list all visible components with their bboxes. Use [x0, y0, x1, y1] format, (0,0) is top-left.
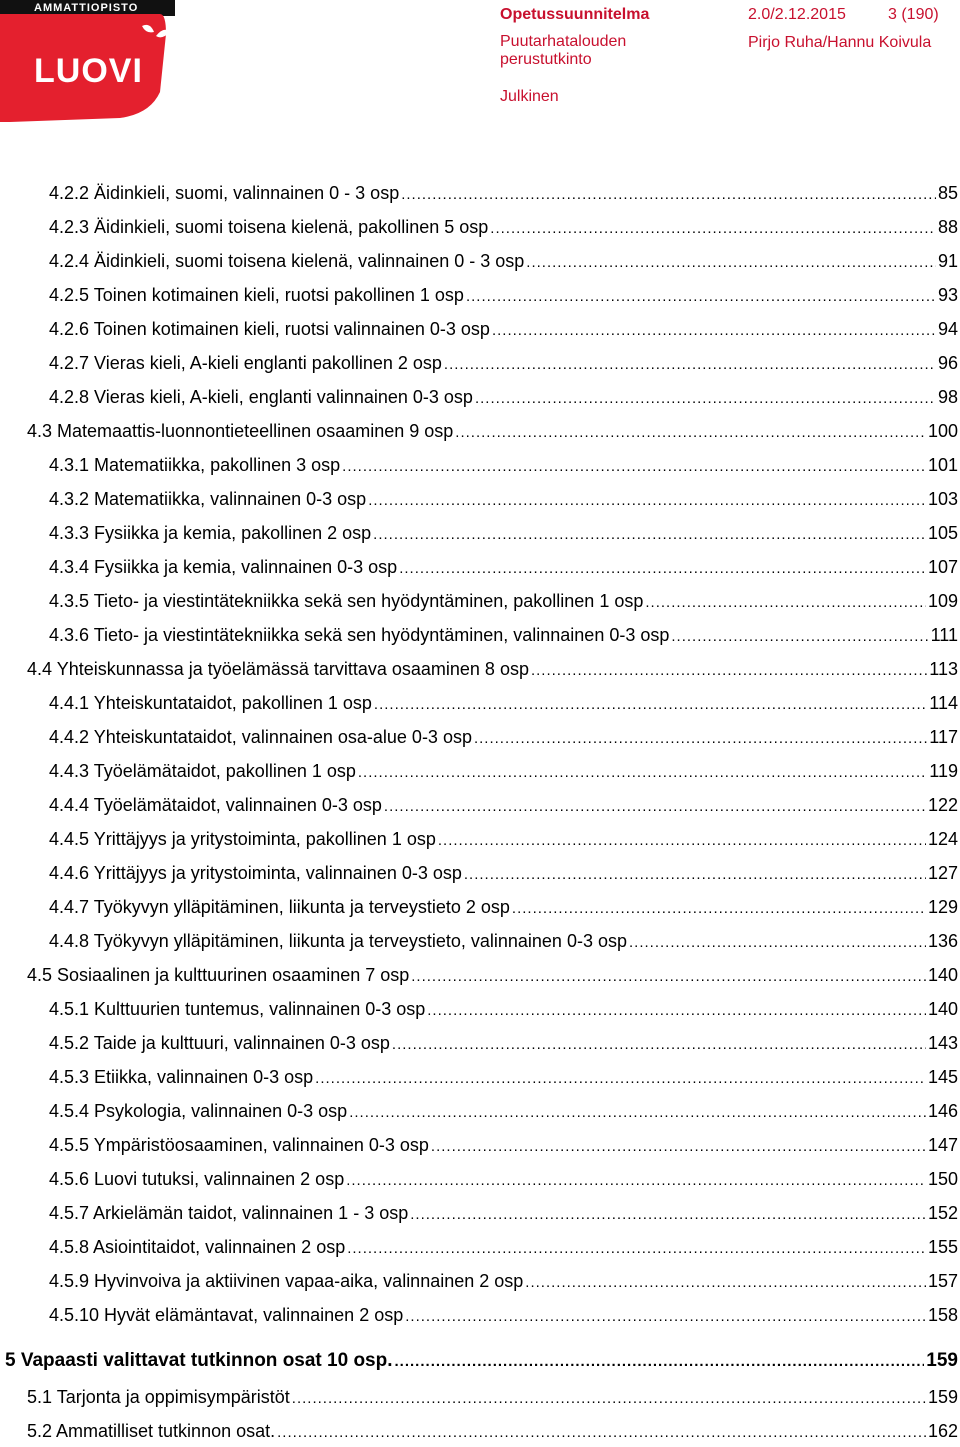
toc-entry[interactable]	[49, 1097, 960, 1127]
toc-entry[interactable]	[49, 179, 960, 209]
toc-entry-page-number: 159	[926, 1350, 958, 1371]
toc-dot-leader	[531, 657, 927, 685]
toc-entry[interactable]	[49, 825, 960, 855]
toc-entry[interactable]	[49, 383, 960, 413]
toc-entry-title: 4.3.2 Matematiikka, valinnainen 0-3 osp	[49, 489, 367, 509]
toc-dot-leader	[466, 283, 936, 311]
toc-dot-leader	[492, 317, 936, 345]
logo-brand-text: LUOVI	[34, 52, 143, 90]
toc-entry[interactable]	[27, 417, 960, 447]
toc-entry-title: 5.2 Ammatilliset tutkinnon osat.	[27, 1421, 276, 1441]
toc-entry-title: 4.4.7 Työkyvyn ylläpitäminen, liikunta ja terveystieto 2 osp	[49, 897, 510, 917]
toc-entry[interactable]	[49, 995, 960, 1025]
toc-entry-page-number: 100	[927, 421, 958, 441]
toc-entry-title: 4.4.1 Yhteiskuntataidot, pakollinen 1 osp	[49, 693, 372, 713]
toc-entry-page-number: 119	[929, 761, 958, 781]
toc-entry[interactable]	[27, 961, 960, 991]
toc-entry-title: 4.3.4 Fysiikka ja kemia, valinnainen 0-3 osp	[49, 557, 398, 577]
toc-dot-leader	[490, 215, 936, 243]
toc-dot-leader	[671, 623, 928, 651]
document-subtitle-line1: Puutarhatalouden	[500, 33, 627, 50]
toc-entry-page-number: 157	[927, 1271, 958, 1291]
toc-entry-title: 4.4 Yhteiskunnassa ja työelämässä tarvittava osaaminen 8 osp	[27, 659, 529, 679]
toc-dot-leader	[384, 793, 926, 821]
toc-dot-leader	[455, 419, 926, 447]
toc-entry[interactable]	[49, 1301, 960, 1331]
toc-entry-title: 4.5.1 Kulttuurien tuntemus, valinnainen 0-3 osp	[49, 999, 426, 1019]
toc-entry-title: 4.5.3 Etiikka, valinnainen 0-3 osp	[49, 1067, 314, 1087]
toc-entry-title: 4.5.4 Psykologia, valinnainen 0-3 osp	[49, 1101, 348, 1121]
toc-dot-leader	[464, 861, 926, 889]
toc-entry[interactable]	[49, 757, 960, 787]
toc-entry-page-number: 159	[927, 1387, 958, 1407]
toc-entry-title: 4.5.8 Asiointitaidot, valinnainen 2 osp	[49, 1237, 346, 1257]
toc-dot-leader	[399, 555, 926, 583]
toc-entry[interactable]	[49, 553, 960, 583]
toc-entry[interactable]	[49, 859, 960, 889]
toc-dot-leader	[392, 1031, 926, 1059]
page-number: 3 (190)	[888, 6, 939, 23]
toc-entry-title: 4.2.3 Äidinkieli, suomi toisena kielenä, pakollinen 5 osp	[49, 217, 489, 237]
toc-entry[interactable]	[49, 247, 960, 277]
toc-entry-page-number: 113	[929, 659, 958, 679]
toc-entry-page-number: 101	[927, 455, 958, 475]
toc-entry-title: 4.2.2 Äidinkieli, suomi, valinnainen 0 - 3 osp	[49, 183, 400, 203]
toc-dot-leader	[346, 1167, 926, 1195]
toc-entry[interactable]	[49, 281, 960, 311]
toc-entry-page-number: 98	[937, 387, 958, 407]
toc-entry[interactable]	[5, 1347, 960, 1376]
toc-entry-title: 4.3.5 Tieto- ja viestintätekniikka sekä sen hyödyntäminen, pakollinen 1 osp	[49, 591, 644, 611]
toc-entry-page-number: 140	[927, 999, 958, 1019]
toc-entry[interactable]	[49, 519, 960, 549]
toc-entry-page-number: 103	[927, 489, 958, 509]
toc-dot-leader	[277, 1419, 926, 1447]
toc-entry-title: 4.4.8 Työkyvyn ylläpitäminen, liikunta ja terveystieto, valinnainen 0-3 osp	[49, 931, 627, 951]
toc-dot-leader	[526, 249, 936, 277]
toc-entry-title: 4.4.4 Työelämätaidot, valinnainen 0-3 osp	[49, 795, 382, 815]
toc-entry[interactable]	[49, 1165, 960, 1195]
toc-entry[interactable]	[49, 723, 960, 753]
toc-entry[interactable]	[49, 1233, 960, 1263]
document-authors: Pirjo Ruha/Hannu Koivula	[748, 34, 932, 51]
toc-dot-leader	[410, 1201, 926, 1229]
toc-entry[interactable]	[49, 893, 960, 923]
toc-dot-leader	[347, 1235, 926, 1263]
toc-entry-page-number: 162	[927, 1421, 958, 1441]
toc-entry[interactable]	[27, 655, 960, 685]
document-classification: Julkinen	[500, 88, 559, 105]
toc-dot-leader	[512, 895, 926, 923]
toc-entry-title: 4.3.1 Matematiikka, pakollinen 3 osp	[49, 455, 341, 475]
toc-entry[interactable]	[49, 791, 960, 821]
toc-entry-title: 4.5 Sosiaalinen ja kulttuurinen osaaminen 7 osp	[27, 965, 410, 985]
document-subtitle-line2: perustutkinto	[500, 51, 592, 68]
toc-entry-page-number: 93	[937, 285, 958, 305]
toc-dot-leader	[368, 487, 926, 515]
toc-entry-page-number: 117	[929, 727, 958, 747]
toc-dot-leader	[401, 181, 936, 209]
toc-dot-leader	[427, 997, 926, 1025]
toc-dot-leader	[431, 1133, 926, 1161]
toc-entry-title: 4.4.5 Yrittäjyys ja yritystoiminta, pakollinen 1 osp	[49, 829, 436, 849]
toc-entry-page-number: 152	[927, 1203, 958, 1223]
toc-entry[interactable]	[49, 1131, 960, 1161]
toc-entry-page-number: 122	[927, 795, 958, 815]
toc-entry-page-number: 150	[927, 1169, 958, 1189]
document-header	[500, 4, 960, 105]
toc-entry[interactable]	[49, 621, 960, 651]
toc-dot-leader	[292, 1385, 926, 1413]
toc-entry[interactable]	[27, 1417, 960, 1447]
toc-dot-leader	[395, 1348, 925, 1376]
toc-entry-title: 4.5.10 Hyvät elämäntavat, valinnainen 2 osp	[49, 1305, 404, 1325]
toc-entry-title: 4.4.3 Työelämätaidot, pakollinen 1 osp	[49, 761, 356, 781]
toc-entry-page-number: 158	[927, 1305, 958, 1325]
toc-entry-page-number: 96	[937, 353, 958, 373]
document-title: Opetussuunnitelma	[500, 6, 650, 23]
toc-entry-page-number: 136	[927, 931, 958, 951]
toc-entry[interactable]	[49, 927, 960, 957]
toc-dot-leader	[474, 725, 927, 753]
toc-entry-page-number: 129	[927, 897, 958, 917]
toc-entry[interactable]	[49, 213, 960, 243]
toc-dot-leader	[342, 453, 926, 481]
toc-entry-page-number: 155	[927, 1237, 958, 1257]
toc-entry-title: 4.4.6 Yrittäjyys ja yritystoiminta, valinnainen 0-3 osp	[49, 863, 462, 883]
toc-entry-title: 4.5.2 Taide ja kulttuuri, valinnainen 0-3 osp	[49, 1033, 390, 1053]
toc-entry[interactable]	[27, 1383, 960, 1413]
toc-entry-title: 4.2.7 Vieras kieli, A-kieli englanti pakollinen 2 osp	[49, 353, 442, 373]
logo-top-text: AMMATTIOPISTO	[0, 0, 175, 16]
toc-entry-title: 4.5.6 Luovi tutuksi, valinnainen 2 osp	[49, 1169, 345, 1189]
toc-entry-title: 5 Vapaasti valittavat tutkinnon osat 10 osp.	[5, 1350, 393, 1371]
toc-entry-page-number: 143	[927, 1033, 958, 1053]
toc-entry-title: 4.2.5 Toinen kotimainen kieli, ruotsi pakollinen 1 osp	[49, 285, 464, 305]
toc-entry-page-number: 114	[929, 693, 958, 713]
toc-entry[interactable]	[49, 1029, 960, 1059]
toc-entry[interactable]	[49, 349, 960, 379]
toc-dot-leader	[629, 929, 926, 957]
toc-entry-page-number: 146	[927, 1101, 958, 1121]
toc-dot-leader	[405, 1303, 926, 1331]
luovi-logo	[0, 0, 175, 122]
toc-entry-page-number: 111	[930, 625, 958, 645]
toc-dot-leader	[475, 385, 936, 413]
document-version: 2.0/2.12.2015	[748, 6, 846, 23]
toc-entry-title: 5.1 Tarjonta ja oppimisympäristöt	[27, 1387, 290, 1407]
toc-entry-page-number: 88	[937, 217, 958, 237]
toc-entry-title: 4.3 Matemaattis-luonnontieteellinen osaaminen 9 osp	[27, 421, 454, 441]
toc-entry-page-number: 94	[937, 319, 958, 339]
toc-entry[interactable]	[49, 587, 960, 617]
toc-entry-title: 4.3.3 Fysiikka ja kemia, pakollinen 2 osp	[49, 523, 372, 543]
toc-entry-title: 4.5.9 Hyvinvoiva ja aktiivinen vapaa-aika, valinnainen 2 osp	[49, 1271, 524, 1291]
toc-dot-leader	[525, 1269, 926, 1297]
toc-entry-page-number: 124	[927, 829, 958, 849]
toc-entry-page-number: 85	[937, 183, 958, 203]
toc-entry-title: 4.2.8 Vieras kieli, A-kieli, englanti valinnainen 0-3 osp	[49, 387, 473, 407]
toc-dot-leader	[349, 1099, 926, 1127]
toc-dot-leader	[438, 827, 926, 855]
toc-entry-title: 4.5.7 Arkielämän taidot, valinnainen 1 - 3 osp	[49, 1203, 409, 1223]
toc-dot-leader	[444, 351, 936, 379]
toc-entry-title: 4.4.2 Yhteiskuntataidot, valinnainen osa-alue 0-3 osp	[49, 727, 472, 747]
toc-entry-title: 4.3.6 Tieto- ja viestintätekniikka sekä sen hyödyntäminen, valinnainen 0-3 osp	[49, 625, 670, 645]
toc-entry[interactable]	[49, 485, 960, 515]
toc-entry-title: 4.2.6 Toinen kotimainen kieli, ruotsi valinnainen 0-3 osp	[49, 319, 490, 339]
toc-entry-page-number: 147	[927, 1135, 958, 1155]
luovi-logo-icon	[0, 14, 175, 122]
toc-entry[interactable]	[49, 451, 960, 481]
toc-dot-leader	[374, 691, 927, 719]
toc-entry-title: 4.2.4 Äidinkieli, suomi toisena kielenä, valinnainen 0 - 3 osp	[49, 251, 525, 271]
toc-entry-page-number: 140	[927, 965, 958, 985]
toc-entry-page-number: 145	[927, 1067, 958, 1087]
toc-dot-leader	[315, 1065, 926, 1093]
toc-entry[interactable]	[49, 1267, 960, 1297]
toc-entry-page-number: 127	[927, 863, 958, 883]
toc-entry-page-number: 91	[937, 251, 958, 271]
toc-entry[interactable]	[49, 1063, 960, 1093]
toc-entry[interactable]	[49, 315, 960, 345]
toc-dot-leader	[411, 963, 926, 991]
toc-entry-title: 4.5.5 Ympäristöosaaminen, valinnainen 0-3 osp	[49, 1135, 429, 1155]
toc-entry[interactable]	[49, 689, 960, 719]
toc-entry-page-number: 105	[927, 523, 958, 543]
toc-dot-leader	[358, 759, 927, 787]
toc-entry-page-number: 107	[927, 557, 958, 577]
toc-entry-page-number: 109	[927, 591, 958, 611]
toc-dot-leader	[373, 521, 926, 549]
toc-entry[interactable]	[49, 1199, 960, 1229]
toc-dot-leader	[645, 589, 926, 617]
